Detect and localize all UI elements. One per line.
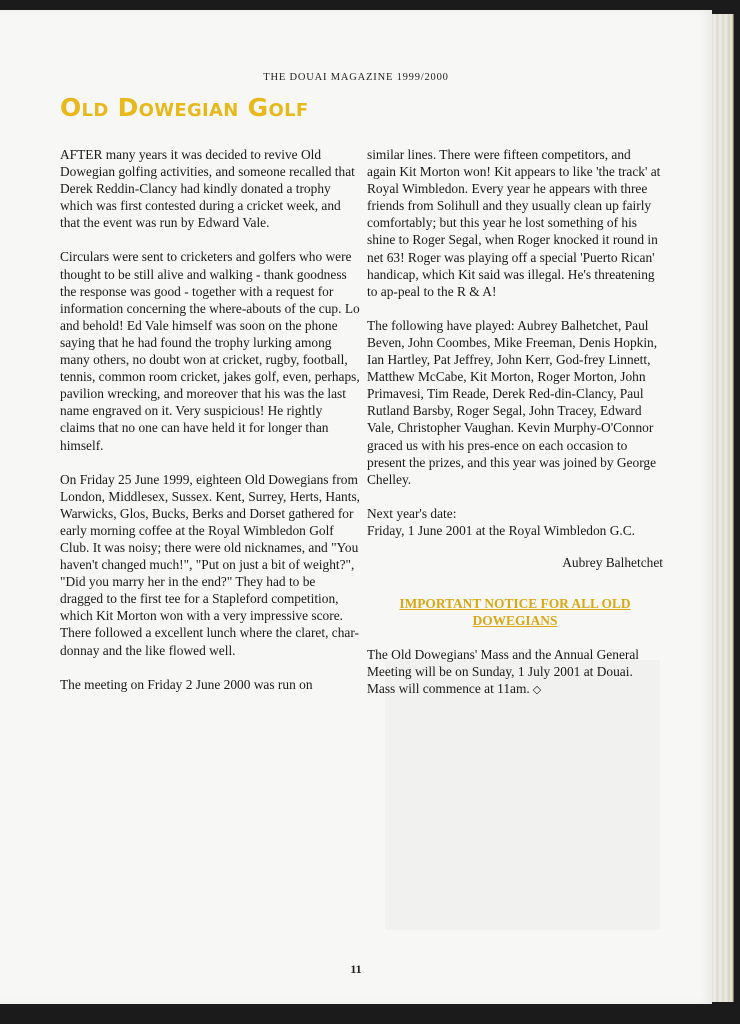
book-page-edges <box>712 14 734 1002</box>
running-head: THE DOUAI MAGAZINE 1999/2000 <box>263 72 449 83</box>
diamond-end-icon: ◇ <box>532 683 542 697</box>
next-date-label: Next year's date: <box>367 505 457 521</box>
next-date-text: Friday, 1 June 2001 at the Royal Wimbledon G.C. <box>367 522 635 538</box>
paragraph: On Friday 25 June 1999, eighteen Old Dowegians from London, Middlesex, Sussex. Kent, Surrey, Herts, Hants, Warwicks, Glos, Bucks, Berks and Dorset gathered for early morning coffee at the Royal Wimbledon Golf Club. It was noisy; there were old nicknames, and "You haven't changed much!", "Put on just a bit of weight?", "Did you marry her in the end?" They had to be dragged to the first tee for a Stapleford competition, which Kit Morton won with a very impressive score. There followed a excellent lunch where the claret, char-donnay and the like flowed well. <box>60 471 361 658</box>
article-title: Old Dowegian Golf <box>60 93 309 122</box>
paragraph: Circulars were sent to cricketers and golfers who were thought to be still alive and walking - thank goodness the response was good - together with a request for information concerning the where-abouts of the cup. Lo and behold! Ed Vale himself was soon on the phone saying that he had found the trophy lurking among many others, no doubt won at cricket, rugby, football, tennis, common room cricket, jakes golf, even, perhaps, pavilion wrecking, and moreover that his was the last name engraved on it. Very suspicious! He rightly claims that no one can have held it for longer than himself. <box>60 249 360 453</box>
paragraph: AFTER many years it was decided to revive Old Dowegian golfing activities, and someone recalled that Derek Reddin-Clancy had kindly donated a trophy which was first contested during a cricket week, and that the event was run by Edward Vale. <box>60 147 355 231</box>
notice-heading: IMPORTANT NOTICE FOR ALL OLD DOWEGIANS <box>399 596 631 629</box>
next-date <box>367 505 663 539</box>
paragraph: similar lines. There were fifteen competitors, and again Kit Morton won! Kit appears to like 'the track' at Royal Wimbledon. Every year he appears with three friends from Solihull and they usually clean up fairly comfortably; but this year he lost something of his shine to Roger Segal, when Roger knocked it round in net 63! Roger was playing off a special 'Puerto Rican' handicap, which Kit said was illegal. He's threatening to ap-peal to the R & A! <box>367 147 661 299</box>
left-column <box>60 146 360 710</box>
paragraph: The following have played: Aubrey Balhetchet, Paul Beven, John Coombes, Mike Freeman, Denis Hopkin, Ian Hartley, Pat Jeffrey, John Kerr, God-frey Linnett, Matthew McCabe, Kit Morton, Roger Morton, John Primavesi, Tim Reade, Derek Red-din-Clancy, Paul Rutland Barsby, Roger Segal, John Tracey, Edward Vale, Christopher Vaughan. Kevin Murphy-O'Connor graced us with his pres-ence on each occasion to present the prizes, and this year was joined by George Chelley. <box>367 317 658 487</box>
right-column <box>367 146 663 715</box>
signature: Aubrey Balhetchet <box>562 554 663 570</box>
page-number: 11 <box>350 962 362 976</box>
notice-body: The Old Dowegians' Mass and the Annual General Meeting will be on Sunday, 1 July 2001 at Douai. Mass will commence at 11am. <box>367 647 640 697</box>
paragraph: The meeting on Friday 2 June 2000 was run on <box>60 676 313 692</box>
notice-text <box>367 646 663 698</box>
magazine-page <box>0 10 712 1004</box>
